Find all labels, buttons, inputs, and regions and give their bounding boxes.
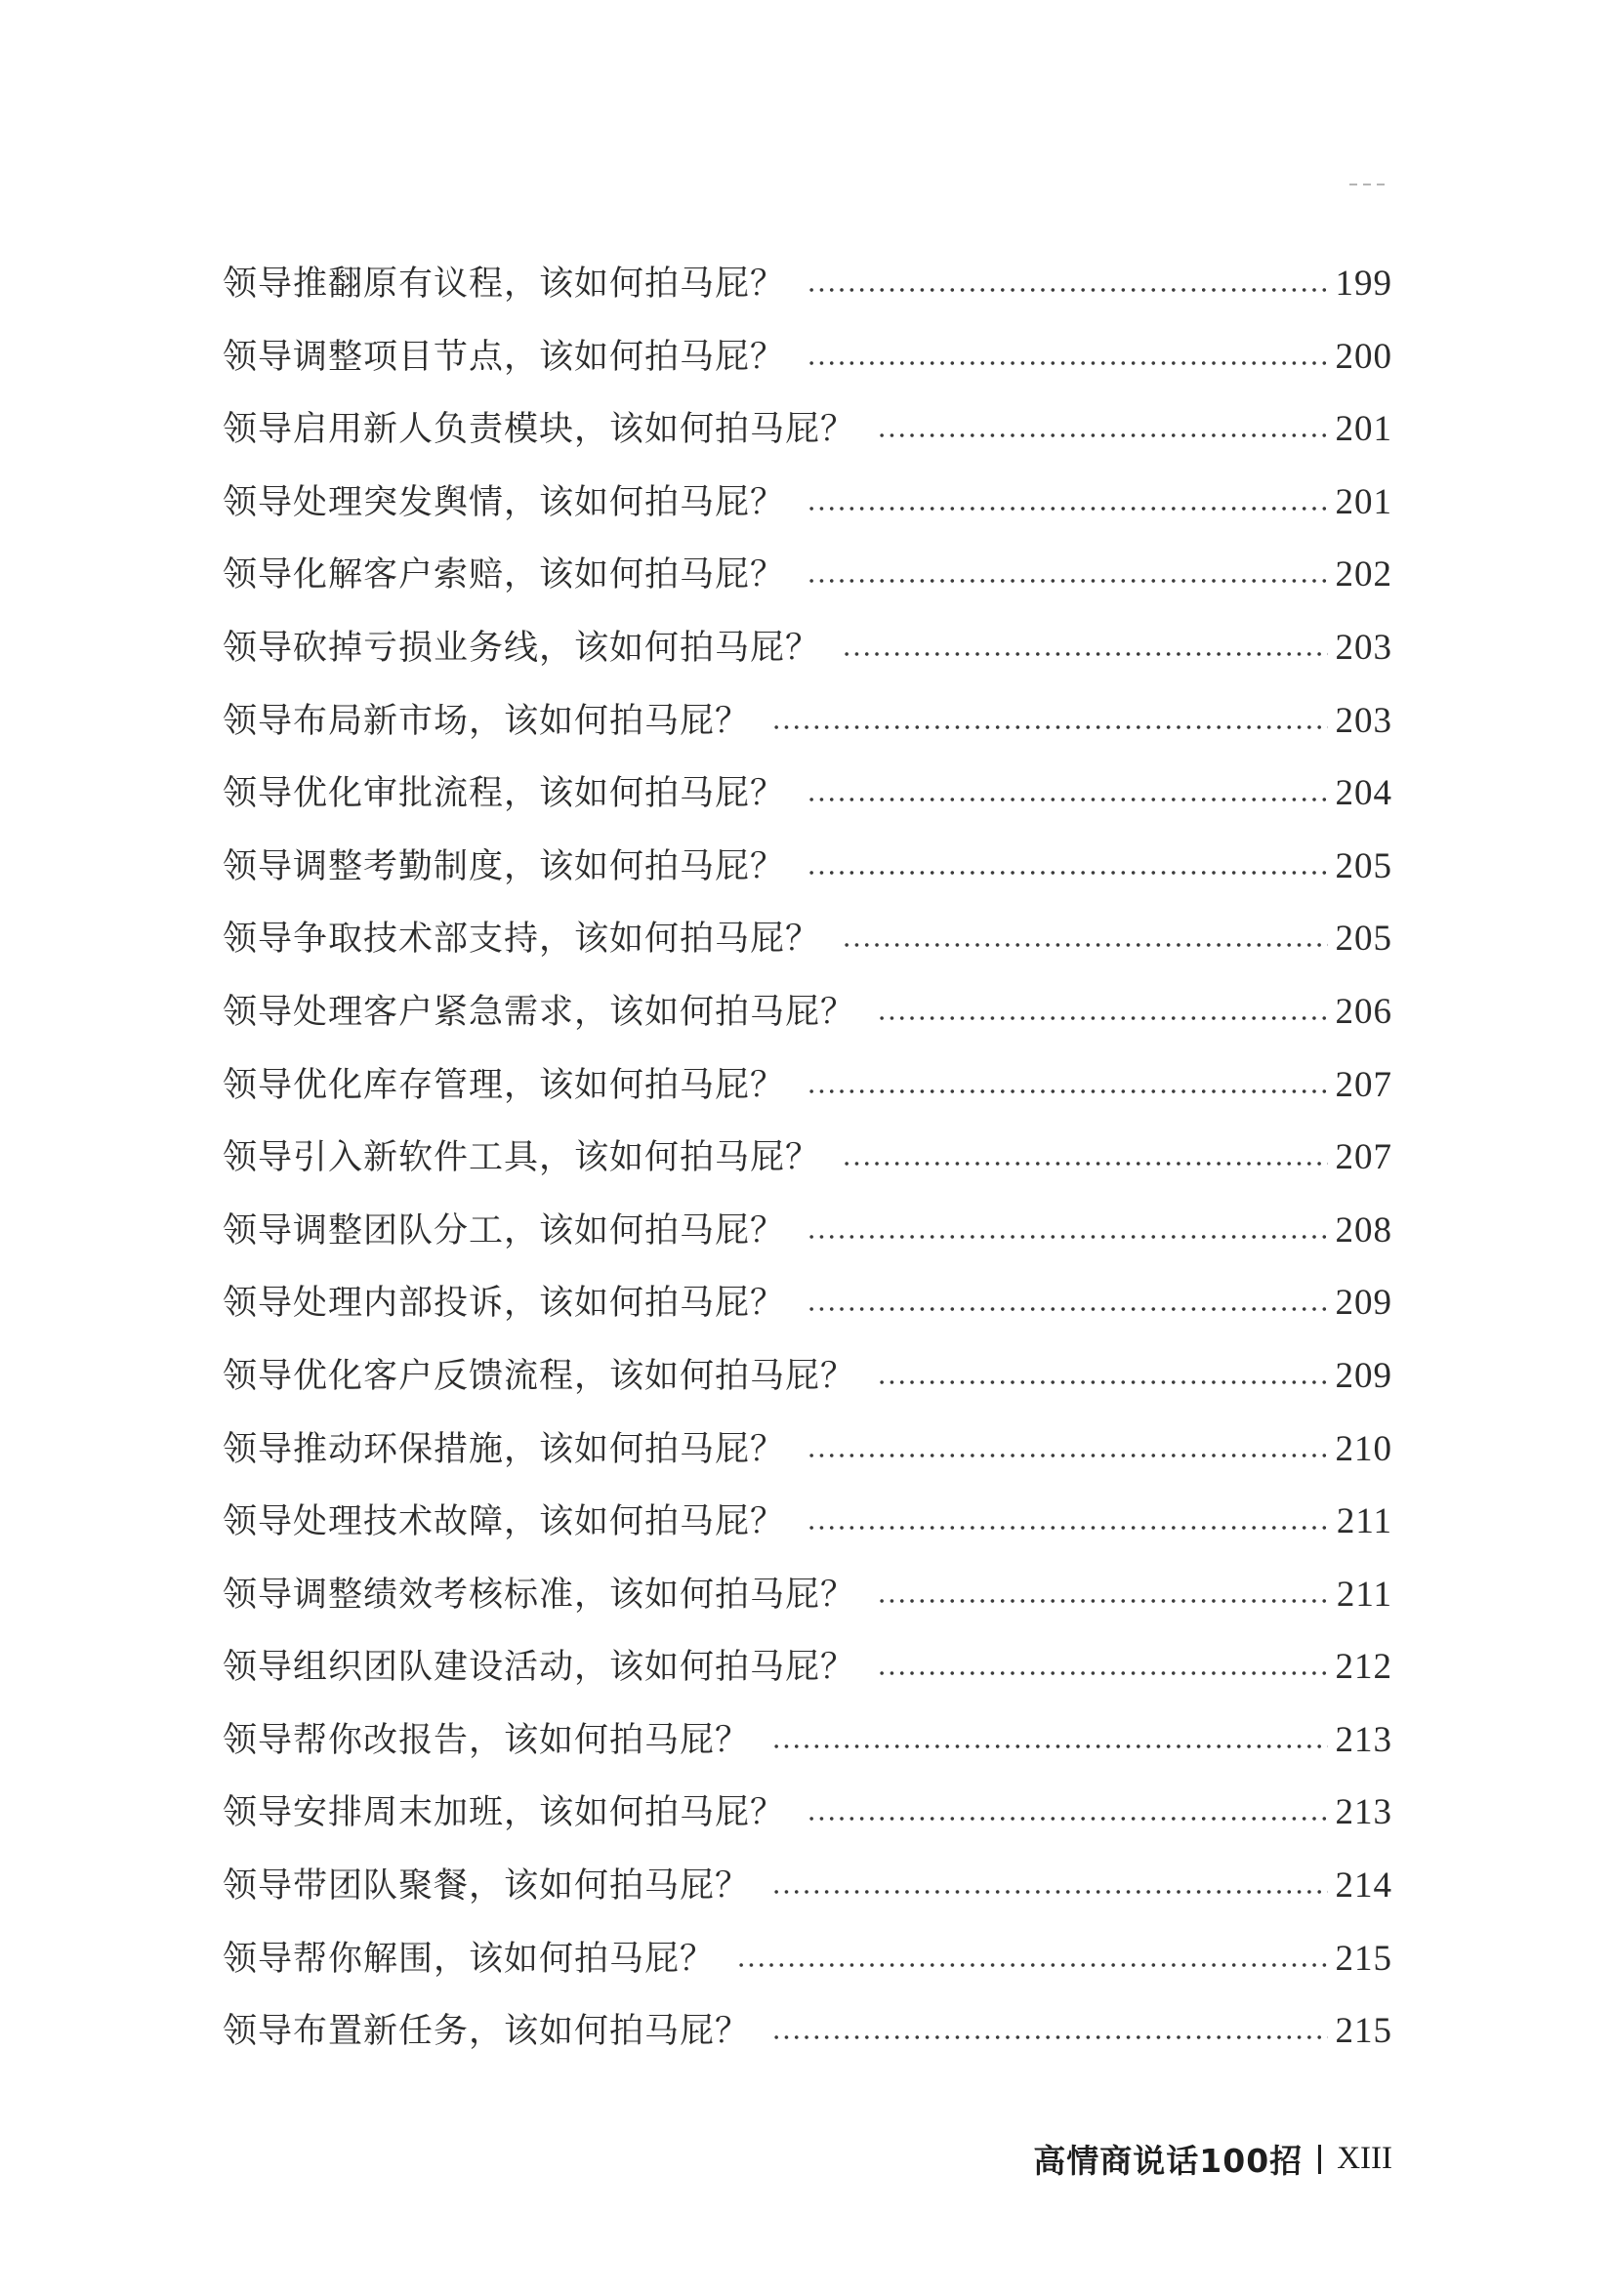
toc-entry-title: 领导处理突发舆情，该如何拍马屁？	[223, 482, 786, 522]
toc-entry-page-number: 207	[1335, 1137, 1392, 1178]
toc-entry[interactable]	[223, 976, 1392, 1049]
toc-entry-page-number: 203	[1335, 627, 1392, 668]
toc-entry-page-number: 199	[1335, 264, 1392, 304]
table-of-contents	[223, 248, 1392, 2069]
toc-entry-title: 领导启用新人负责模块，该如何拍马屁？	[223, 410, 856, 450]
dot-leader	[842, 942, 1327, 948]
toc-entry-page-number: 209	[1335, 1355, 1392, 1396]
toc-entry-page-number: 214	[1335, 1866, 1392, 1906]
toc-entry[interactable]	[223, 1777, 1392, 1850]
toc-entry-title: 领导调整绩效考核标准，该如何拍马屁？	[223, 1575, 856, 1615]
dot-leader	[807, 1234, 1327, 1240]
toc-entry[interactable]	[223, 1049, 1392, 1123]
toc-entry-page-number: 211	[1336, 1501, 1392, 1542]
toc-entry[interactable]	[223, 1267, 1392, 1340]
toc-entry-page-number: 215	[1335, 1938, 1392, 1979]
toc-entry-title: 领导砍掉亏损业务线，该如何拍马屁？	[223, 628, 821, 668]
toc-entry-title: 领导推翻原有议程，该如何拍马屁？	[223, 265, 786, 304]
toc-entry[interactable]	[223, 1923, 1392, 1996]
toc-entry[interactable]	[223, 1850, 1392, 1923]
dot-leader	[771, 724, 1327, 730]
toc-entry-title: 领导布局新市场，该如何拍马屁？	[223, 701, 751, 741]
toc-entry-title: 领导调整项目节点，该如何拍马屁？	[223, 337, 786, 377]
toc-entry[interactable]	[223, 1195, 1392, 1268]
dot-leader	[877, 1670, 1327, 1676]
toc-entry-title: 领导处理内部投诉，该如何拍马屁？	[223, 1284, 786, 1324]
toc-entry[interactable]	[223, 467, 1392, 540]
toc-entry-title: 领导组织团队建设活动，该如何拍马屁？	[223, 1648, 856, 1688]
footer-book-title: 高情商说话100招	[1033, 2142, 1304, 2180]
dot-leader	[807, 1525, 1329, 1531]
toc-entry-title: 领导处理客户紧急需求，该如何拍马屁？	[223, 992, 856, 1032]
toc-entry-title: 领导化解客户索赔，该如何拍马屁？	[223, 555, 786, 595]
toc-entry[interactable]	[223, 1631, 1392, 1704]
dot-leader	[877, 1379, 1327, 1385]
toc-entry[interactable]	[223, 758, 1392, 831]
toc-entry-page-number: 208	[1335, 1210, 1392, 1250]
toc-entry[interactable]	[223, 612, 1392, 685]
dot-leader	[842, 651, 1327, 657]
dot-leader	[877, 1015, 1327, 1021]
toc-entry[interactable]	[223, 393, 1392, 467]
dot-leader	[877, 1598, 1329, 1604]
toc-entry-title: 领导帮你解围，该如何拍马屁？	[223, 1939, 716, 1979]
toc-entry-page-number: 202	[1335, 554, 1392, 595]
toc-entry-title: 领导优化审批流程，该如何拍马屁？	[223, 774, 786, 814]
toc-entry-page-number: 211	[1336, 1574, 1392, 1615]
toc-entry-title: 领导争取技术部支持，该如何拍马屁？	[223, 920, 821, 960]
toc-entry-title: 领导优化客户反馈流程，该如何拍马屁？	[223, 1356, 856, 1396]
dot-leader	[807, 506, 1327, 512]
toc-entry-title: 领导帮你改报告，该如何拍马屁？	[223, 1720, 751, 1760]
toc-entry-title: 领导引入新软件工具，该如何拍马屁？	[223, 1138, 821, 1178]
toc-entry[interactable]	[223, 1340, 1392, 1414]
toc-entry-title: 领导优化库存管理，该如何拍马屁？	[223, 1065, 786, 1105]
toc-entry-page-number: 204	[1335, 773, 1392, 814]
toc-entry-title: 领导推动环保措施，该如何拍马屁？	[223, 1429, 786, 1469]
dot-leader	[807, 1088, 1327, 1094]
page-footer	[1033, 2136, 1392, 2182]
footer-page-number: XIII	[1337, 2141, 1392, 2176]
toc-entry-page-number: 201	[1335, 481, 1392, 522]
dot-leader	[877, 432, 1327, 438]
toc-entry[interactable]	[223, 831, 1392, 904]
toc-entry-title: 领导布置新任务，该如何拍马屁？	[223, 2012, 751, 2052]
toc-entry-page-number: 200	[1335, 336, 1392, 377]
toc-entry-page-number: 207	[1335, 1064, 1392, 1105]
toc-entry[interactable]	[223, 903, 1392, 976]
dot-leader	[807, 287, 1327, 293]
toc-entry[interactable]	[223, 1704, 1392, 1778]
toc-entry[interactable]	[223, 539, 1392, 612]
toc-entry-title: 领导安排周末加班，该如何拍马屁？	[223, 1793, 786, 1833]
toc-entry[interactable]	[223, 1486, 1392, 1559]
corner-dash-mark	[1349, 180, 1392, 189]
toc-entry-title: 领导带团队聚餐，该如何拍马屁？	[223, 1866, 751, 1906]
toc-entry[interactable]	[223, 1414, 1392, 1487]
toc-entry[interactable]	[223, 1122, 1392, 1195]
toc-entry-page-number: 206	[1335, 991, 1392, 1032]
toc-entry[interactable]	[223, 685, 1392, 758]
dot-leader	[771, 2034, 1327, 2040]
toc-entry-page-number: 205	[1335, 845, 1392, 886]
toc-entry-page-number: 209	[1335, 1283, 1392, 1324]
dot-leader	[771, 1889, 1327, 1895]
toc-entry-page-number: 210	[1335, 1428, 1392, 1469]
toc-entry-page-number: 213	[1335, 1719, 1392, 1760]
dot-leader	[771, 1743, 1327, 1749]
toc-entry[interactable]	[223, 321, 1392, 394]
toc-entry-page-number: 203	[1335, 700, 1392, 741]
dot-leader	[842, 1161, 1327, 1167]
dot-leader	[807, 578, 1327, 584]
toc-entry-page-number: 213	[1335, 1792, 1392, 1833]
toc-entry-page-number: 205	[1335, 919, 1392, 960]
toc-entry[interactable]	[223, 1559, 1392, 1632]
dot-leader	[736, 1962, 1327, 1968]
footer-separator	[1318, 2145, 1321, 2174]
dot-leader	[807, 1453, 1327, 1458]
toc-entry-title: 领导调整考勤制度，该如何拍马屁？	[223, 846, 786, 886]
toc-entry-page-number: 201	[1335, 409, 1392, 450]
dot-leader	[807, 870, 1327, 876]
toc-entry[interactable]	[223, 1995, 1392, 2069]
dot-leader	[807, 360, 1327, 366]
toc-entry-page-number: 212	[1335, 1647, 1392, 1688]
toc-entry-title: 领导处理技术故障，该如何拍马屁？	[223, 1502, 786, 1542]
toc-entry-page-number: 215	[1335, 2011, 1392, 2052]
toc-entry[interactable]	[223, 248, 1392, 321]
dot-leader	[807, 1306, 1327, 1312]
toc-entry-title: 领导调整团队分工，该如何拍马屁？	[223, 1210, 786, 1250]
dot-leader	[807, 1816, 1327, 1822]
dot-leader	[807, 797, 1327, 802]
